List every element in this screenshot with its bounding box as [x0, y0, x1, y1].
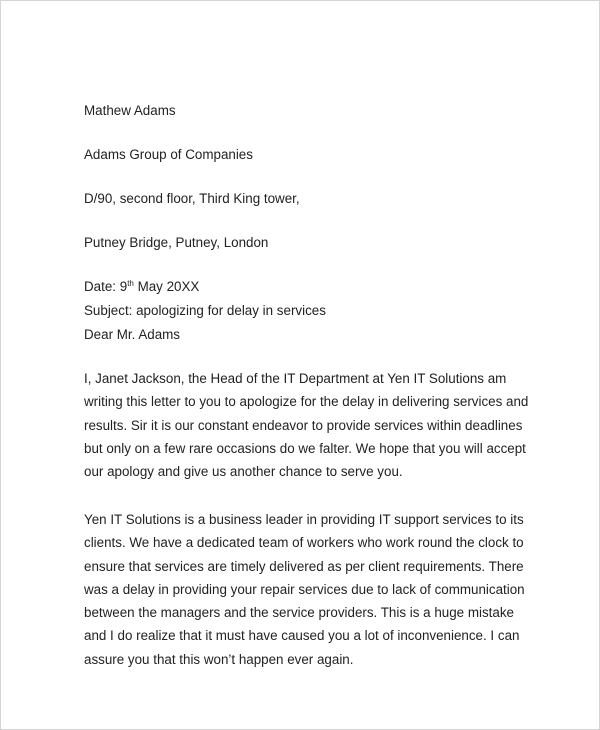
paragraph-line: our apology and give us another chance to serve you. [84, 464, 403, 480]
paragraph-line: results. Sir it is our constant endeavor to provide services within deadlines [84, 417, 523, 433]
letter-subject: Subject: apologizing for delay in services [84, 303, 326, 318]
paragraph-line: writing this letter to you to apologize for the delay in delivering services and [84, 394, 529, 410]
sender-address-line2: Putney Bridge, Putney, London [84, 235, 269, 250]
paragraph-line: but only on a few rare occasions do we falter. We hope that you will accept [84, 440, 526, 456]
body-paragraph-2 [84, 508, 534, 671]
paragraph-line: between the managers and the service providers. This is a huge mistake [84, 605, 514, 621]
paragraph-line: Yen IT Solutions is a business leader in providing IT support services to its [84, 512, 524, 527]
paragraph-line: was a delay in providing your repair services due to lack of communication [84, 581, 525, 597]
body-paragraph-1 [84, 367, 534, 483]
paragraph-line: and I do realize that it must have caused you a lot of inconvenience. I can [84, 628, 520, 644]
paragraph-line: clients. We have a dedicated team of workers who work round the clock to [84, 535, 524, 551]
date-suffix: th [127, 279, 134, 288]
letter-date [84, 279, 199, 295]
sender-address-line1: D/90, second floor, Third King tower, [84, 191, 300, 206]
letter-salutation: Dear Mr. Adams [84, 327, 180, 342]
paragraph-line: assure you that this won’t happen ever again. [84, 651, 354, 667]
date-rest: May 20XX [133, 279, 200, 294]
paragraph-line: I, Janet Jackson, the Head of the IT Department at Yen IT Solutions am [84, 371, 507, 386]
paragraph-line: ensure that services are timely delivered as per client requirements. There [84, 558, 524, 574]
sender-company: Adams Group of Companies [84, 147, 253, 162]
date-prefix: Date: 9 [84, 279, 128, 294]
sender-name: Mathew Adams [84, 103, 176, 118]
